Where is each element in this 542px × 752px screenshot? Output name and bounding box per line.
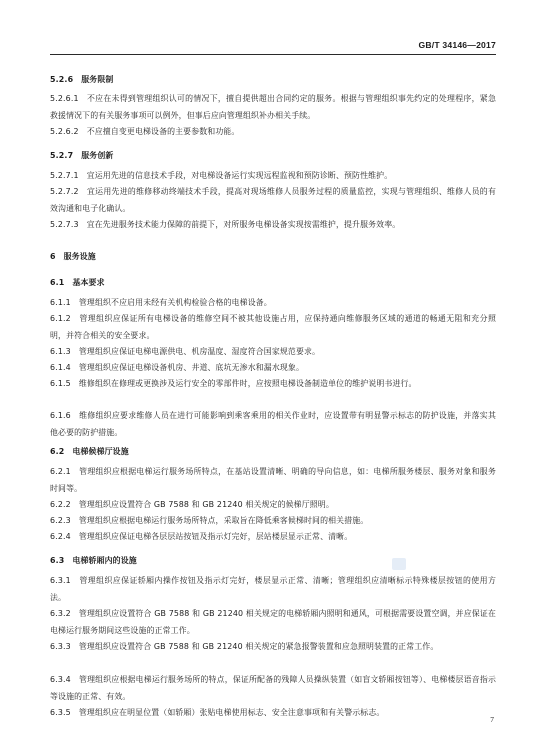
section-heading: 5.2.7 服务创新 (50, 151, 114, 160)
clause-paragraph: 6.1.3 管理组织应保证电梯电源供电、机房温度、湿度符合国家规范要求。 (50, 347, 321, 356)
watermark-mark (392, 558, 406, 570)
section-heading: 6.3 电梯轿厢内的设施 (50, 556, 137, 565)
standard-code: GB/T 34146—2017 (418, 40, 496, 50)
clause-paragraph: 6.1.6 维修组织应要求维修人员在进行可能影响到乘客乘用的相关作业时，应设置带有明显警示标志的防护设施，并落实其他必要的防护措施。 (50, 411, 496, 437)
clause-paragraph: 6.3.2 管理组织应设置符合 GB 7588 和 GB 21240 相关规定的电梯轿厢内照明和通风，可根据需要设置空调，并应保证在电梯运行服务期间这些设施的正常工作。 (50, 609, 496, 635)
clause-paragraph: 5.2.7.3 宜在先进服务技术能力保障的前提下，对所服务电梯设备实现按需维护，提升服务效率。 (50, 220, 401, 229)
header-divider (50, 54, 496, 55)
section-heading: 5.2.6 服务限制 (50, 75, 114, 84)
clause-paragraph: 6.1.5 维修组织在修理或更换涉及运行安全的零部件时，应按照电梯设备制造单位的维护说明书进行。 (50, 379, 417, 388)
clause-paragraph: 6.2.3 管理组织应根据电梯运行服务场所特点，采取旨在降低乘客候梯时间的相关措施。 (50, 516, 369, 525)
clause-paragraph: 6.3.1 管理组织应保证轿厢内操作按钮及指示灯完好，楼层显示正常、清晰；管理组织应清晰标示特殊楼层按钮的使用方法。 (50, 576, 496, 602)
clause-paragraph: 5.2.7.1 宜运用先进的信息技术手段，对电梯设备运行实现远程监视和预防诊断、预防性维护。 (50, 171, 393, 180)
clause-paragraph: 6.1.1 管理组织不应启用未经有关机构检验合格的电梯设备。 (50, 298, 272, 307)
clause-paragraph: 6.2.2 管理组织应设置符合 GB 7588 和 GB 21240 相关规定的候梯厅照明。 (50, 500, 334, 509)
section-heading: 6 服务设施 (50, 252, 96, 261)
clause-paragraph: 6.1.2 管理组织应保证所有电梯设备的维修空间不被其他设施占用，应保持通向维修服务区域的通道的畅通无阻和充分照明，并符合相关的安全要求。 (50, 314, 496, 340)
section-heading: 6.1 基本要求 (50, 278, 105, 287)
clause-paragraph: 6.3.3 管理组织应设置符合 GB 7588 和 GB 21240 相关规定的紧急报警装置和应急照明装置的正常工作。 (50, 642, 439, 651)
clause-paragraph: 6.1.4 管理组织应保证电梯设备机房、井道、底坑无渗水和漏水现象。 (50, 363, 305, 372)
clause-paragraph: 5.2.6.2 不应擅自变更电梯设备的主要参数和功能。 (50, 127, 240, 136)
clause-paragraph: 5.2.7.2 宜运用先进的维修移动终端技术手段，提高对现场维修人员服务过程的质量监控，实现与管理组织、维修人员的有效沟通和电子化确认。 (50, 187, 496, 213)
clause-paragraph: 6.3.4 管理组织应根据电梯运行服务场所的特点，保证所配备的残障人员操纵装置（如盲文轿厢按钮等）、电梯楼层语音指示等设施的正常、有效。 (50, 675, 496, 701)
page-number: 7 (490, 715, 494, 724)
clause-paragraph: 6.2.1 管理组织应根据电梯运行服务场所特点，在基站设置清晰、明确的导向信息，如：电梯所服务楼层、服务对象和服务时间等。 (50, 467, 496, 493)
clause-paragraph: 6.3.5 管理组织应在明显位置（如轿厢）张贴电梯使用标志、安全注意事项和有关警示标志。 (50, 708, 385, 717)
clause-paragraph: 5.2.6.1 不应在未得到管理组织认可的情况下，擅自提供超出合同约定的服务。根据与管理组织事先约定的处理程序，紧急救援情况下的有关服务事项可以例外，但事后应向管理组织补办相关手续。 (50, 94, 496, 120)
section-heading: 6.2 电梯候梯厅设施 (50, 447, 129, 456)
clause-paragraph: 6.2.4 管理组织应保证电梯各层层站按钮及指示灯完好，层站楼层显示正常、清晰。 (50, 532, 353, 541)
